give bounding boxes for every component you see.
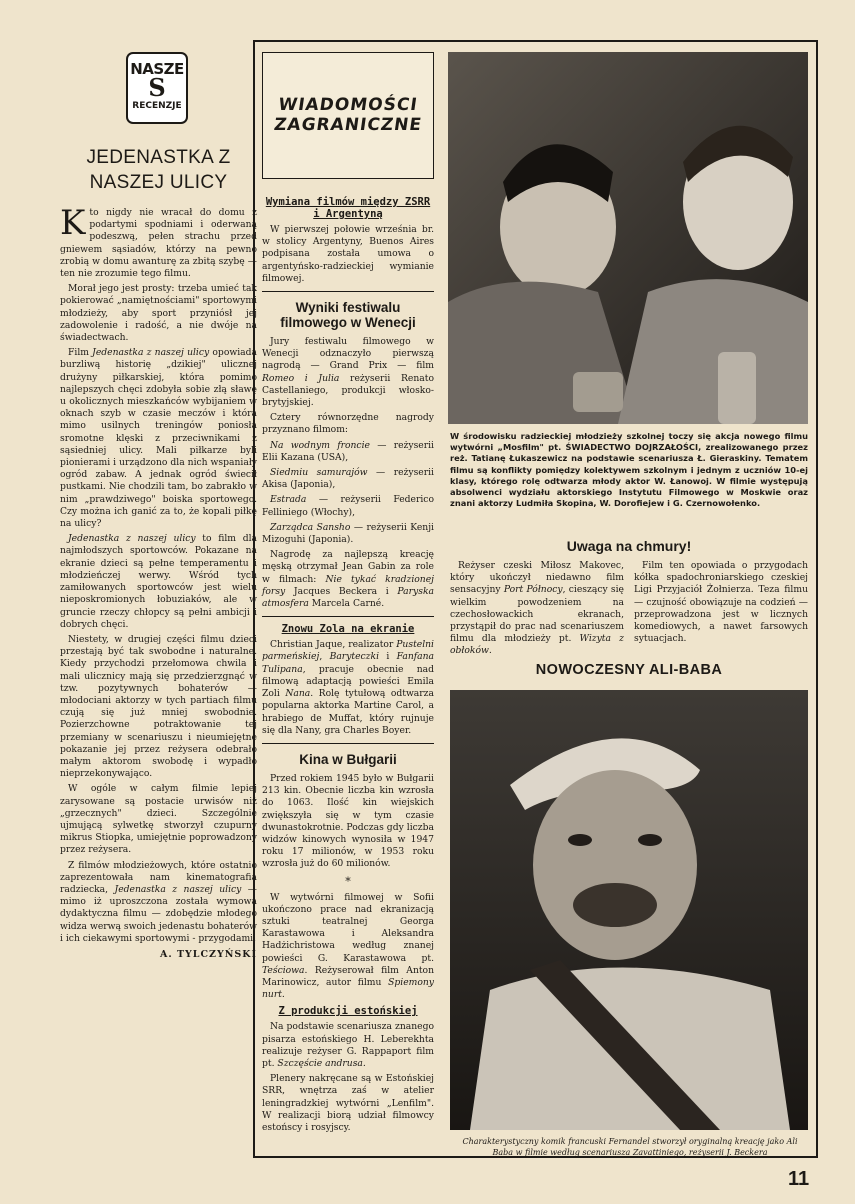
dropcap: K <box>60 203 86 243</box>
photo-fernandel-image <box>450 690 808 1130</box>
review-paragraph: Niestety, w drugiej części filmu dzieci przestają być tak swobodne i naturalne. Kiedy przychodzi przełomowa chwila i mali ulicznicy mają się przedzierzgnąć w tzw. pozytywnych bohaterów — młodociani aktorzy w tych partiach filmu czują się już mniej swobodnie. Pozierzchowne potraktowanie tej przemiany w scenariuszu i nieumiejętne pokazanie jej przez reżysera odebrało małym aktorom swobodę i wypadło nieprzekonywająco. <box>60 633 257 780</box>
uwaga-article <box>450 538 808 661</box>
nasze-recenzje-logo <box>126 52 188 124</box>
review-title: JEDENASTKA Z NASZEJ ULICY <box>86 147 231 193</box>
news-heading-bulgaria: Kina w Bułgarii <box>299 751 397 767</box>
news-heading-zola: Znowu Zola na ekranie <box>281 623 415 636</box>
photo2-caption: Charakterystyczny komik francuski Fernandel stworzył oryginalną kreację jako Ali Baba w filmie według scenariusza Zavattiniego, reżyserii J. Beckera <box>462 1137 798 1157</box>
review-paragraph: Morał jego jest prosty: trzeba umieć tak pokierować „namiętnościami" sportowymi młodzieży, aby sport przyniósł jej zadowolenie i radość, a nie dwóje na świadectwach. <box>60 283 257 344</box>
wiadomosci-header <box>262 52 434 179</box>
news-paragraph: Estrada — reżyserii Federico Felliniego (Włochy), <box>262 494 434 518</box>
uwaga-paragraph: Film ten opowiada o przygodach kółka spadochroniarskiego czeskiej Ligi Przyjaciół Żołnierza. Teza filmu — czujność obowiązuje na codzień — przeprowadzona jest w licznych komediowych, a nawet farsowych sytuacjach. <box>634 560 808 645</box>
news-paragraph: Na wodnym froncie — reżyserii Elii Kazana (USA), <box>262 439 434 463</box>
review-column <box>60 145 257 960</box>
news-paragraph: Christian Jaque, realizator Pustelni parmeńskiej, Baryteczki i Fanfana Tulipana, pracuje obecnie nad filmową adaptacją powieści Emila Zoli Nana. Rolę tytułową odtwarza popularna aktorka Martine Carol, a hrabiego de Muffat, który rujnuje się dla Nany, gra Charles Boyer. <box>262 639 435 736</box>
news-heading-argentina: Wymiana filmów między ZSRR i Argentyną <box>265 196 431 220</box>
news-paragraph: W wytwórni filmowej w Sofii ukończono prace nad ekranizacją sztuki teatralnej Georga Karastawowa i Aleksandra Hadżichristowa według znanej powieści G. Karastawowa pt. Teściowa. Reżyserował film Anton Marinowicz, autor filmu Spiemony nurt. <box>262 891 434 1001</box>
news-paragraph: Jury festiwalu filmowego w Wenecji odznaczyło pierwszą nagrodą — Grand Prix — film Romeo i Julia reżyserii Renato Castellaniego, produkcji włosko-brytyjskiej. <box>262 336 434 409</box>
review-paragraph: W ogóle w całym filmie lepiej zarysowane są postacie urwisów niż „grzecznych" dzieci. Szczególnie ujmującą sylwetkę stworzył czupurny mikrus Stiopka, umiejętnie poprowadzony przez reżysera. <box>60 783 257 856</box>
photo1-caption: W środowisku radzieckiej młodzieży szkolnej toczy się akcja nowego filmu wytwórni „Mosfilm" pt. ŚWIADECTWO DOJRZAŁOŚCI, zrealizowanego przez reż. Tatianę Łukaszewicz na podstawie scenariusza Ł. Gieraskiny. Tematem filmu są konflikty pomiędzy kolektywem szkolnym i jednym z uczniów 10-ej klasy, którego rolę odtwarza młody aktor W. Łanowoj. W filmie występują absolwenci wydziału aktorskiego Instytutu Filmowego w Moskwie oraz znani aktorzy Ludmiła Skopina, W. Dorofiejew i G. Czernowołenko. <box>450 431 808 509</box>
wiadomosci-line1: WIADOMOŚCI <box>276 95 420 115</box>
divider <box>262 291 434 292</box>
photo-two-boys-image <box>448 52 808 424</box>
review-author: A. TYLCZYŃSKI <box>159 948 257 960</box>
news-paragraph: Nagrodę za najlepszą kreację męską otrzymał Jean Gabin za role w filmach: Nie tykać kradzionej forsy Jacques Beckera i Paryska atmosfera Marcela Carné. <box>262 549 434 610</box>
photo-two-boys <box>448 52 808 424</box>
news-paragraph: Plenery nakręcane są w Estońskiej SRR, wnętrza zaś w atelier leningradzkiej wytwórni „Lenfilm". W realizacji biorą udział filmowcy estońscy i rosyjscy. <box>262 1073 434 1133</box>
photo-fernandel <box>450 690 808 1130</box>
news-paragraph: Na podstawie scenariusza znanego pisarza estońskiego H. Leberekhta realizuje reżyser G. Rappaport film pt. Szczęście andrusa. <box>262 1021 434 1069</box>
news-heading-venice: Wyniki festiwalu filmowego w Wenecji <box>280 300 416 331</box>
review-paragraph: Jedenastka z naszej ulicy to film dla najmłodszych sportowców. Pokazane na ekranie dzieci są pełne temperamentu i młodzieńczej werwy. Wśród tych zamiłowanych sportowców jest wielu nieposkromionych łobuziaków, ale w gruncie rzeczy chłopcy są pełni ambicji i dobrych chęci. <box>60 533 257 630</box>
page-number: 11 <box>788 1168 810 1190</box>
news-paragraph: Zarządca Sansho — reżyserii Kenji Mizoguhi (Japonia). <box>262 521 434 546</box>
divider <box>262 743 434 744</box>
divider <box>262 616 434 617</box>
separator-star: * <box>345 874 351 888</box>
news-paragraph: Siedmiu samurajów — reżyserii Akisa (Japonia), <box>262 467 434 491</box>
logo-line1: NASZE <box>130 60 184 78</box>
news-paragraph: Cztery równorzędne nagrody przyznano filmom: <box>262 412 434 436</box>
wiadomosci-line2: ZAGRANICZNE <box>272 115 424 135</box>
logo-line2: S <box>148 73 166 102</box>
news-paragraph: W pierwszej połowie września br. w stolicy Argentyny, Buenos Aires podpisana została umowa o argentyńsko-radzieckiej wymianie filmowej. <box>262 224 434 284</box>
news-column <box>262 192 434 1137</box>
uwaga-paragraph: Reżyser czeski Miłosz Makovec, który ukończył niedawno film sensacyjny Port Północy, cieszący się wielkim powodzeniem na czechosłowackich ekranach, przystąpił do prac nad scenariuszem filmu dla młodzieży pt. Wizyta z obłoków. <box>450 560 624 657</box>
ali-baba-title: NOWOCZESNY ALI-BABA <box>535 662 723 678</box>
uwaga-title: Uwaga na chmury! <box>566 538 692 554</box>
news-heading-estonia: Z produkcji estońskiej <box>278 1005 418 1018</box>
logo-line3: RECENZJE <box>132 101 182 111</box>
review-paragraph: Z filmów młodzieżowych, które ostatnio zaprezentowała nam kinematografia radziecka, Jedenastka z naszej ulicy — mimo iż uproszczona została wymowa dydaktyczna filmu — zdobędzie młodego widza werwą swoich jedenastu bohaterów i ich ciekawymi sportowymi - przygodami. <box>60 859 257 944</box>
review-paragraph: Film Jedenastka z naszej ulicy opowiada burzliwą historię „dzikiej" ulicznej drużyny piłkarskiej, która pomimo najlepszych chęci zdobyła sobie złą sławę u okolicznych mieszkańców wybijaniem w oknach szyb w czasie meczów i która mimo usilnych treningów poniosła sromotne klęski z przeciwnikami z sąsiedniej ulicy. Mali piłkarze byli pionierami i urządzono dla nich wspaniały ogród zabaw. A jednak ogród świecił pustkami. Nie chodzili tam, bo zabrakło w nim „prawdziwego" boiska sportowego. Czy można ich ganić za to, że kopali piłkę na ulicy? <box>60 347 257 530</box>
news-paragraph: Przed rokiem 1945 było w Bułgarii 213 kin. Obecnie liczba kin wzrosła do 1063. Ilość kin wiejskich zwiększyła się w tym czasie dwunastokrotnie. Podczas gdy liczba widzów kinowych wynosiła w 1947 roku 17 milionów, w 1953 roku wzrosła już do 60 milionów. <box>262 772 434 870</box>
review-paragraph: Kto nigdy nie wracał do domu z podartymi spodniami i oderwaną podeszwą, pełen strachu przed gniewem sąsiadów, którzy na pewno zrobią w domu awanturę za zbitą szybę — ten nie zrozumie tego filmu. <box>60 203 257 280</box>
